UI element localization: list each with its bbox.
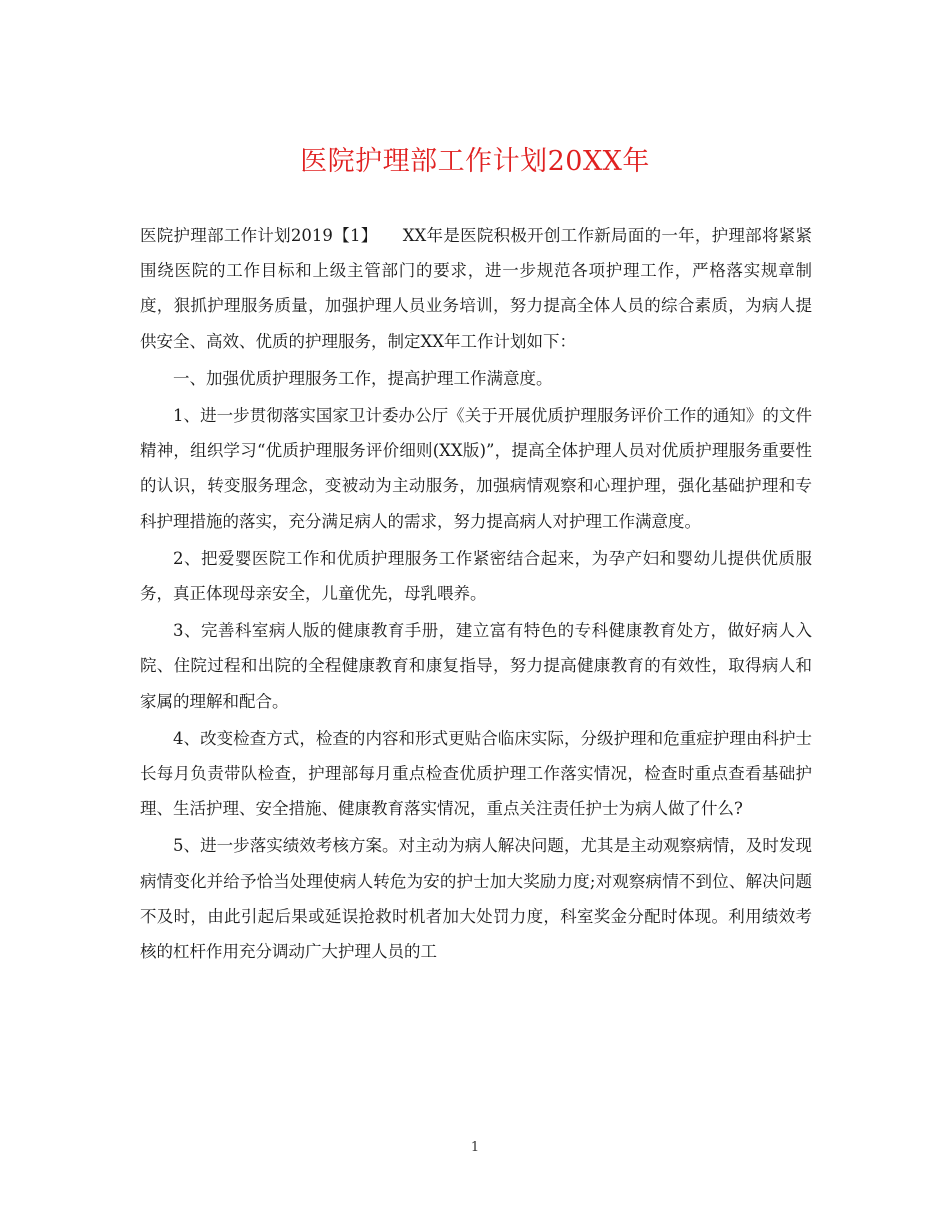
list-item: 2、把爱婴医院工作和优质护理服务工作紧密结合起来，为孕产妇和婴幼儿提供优质服务，真正体现母亲安全，儿童优先，母乳喂养。 [140, 548, 812, 604]
intro-paragraph: 医院护理部工作计划2019【1】 XX年是医院积极开创工作新局面的一年，护理部将紧紧围绕医院的工作目标和上级主管部门的要求，进一步规范各项护理工作，严格落实规章制度，狠抓护理服务质量，加强护理人员业务培训，努力提高全体人员的综合素质，为病人提供安全、高效、优质的护理服务，制定XX年工作计划如下： [140, 226, 812, 351]
section-heading: 一、加强优质护理服务工作，提高护理工作满意度。 [173, 368, 553, 388]
list-item: 1、进一步贯彻落实国家卫计委办公厅《关于开展优质护理服务评价工作的通知》的文件精神，组织学习“优质护理服务评价细则(XX版)”，提高全体护理人员对优质护理服务重要性的认识，转变服务理念，变被动为主动服务，加强病情观察和心理护理，强化基础护理和专科护理措施的落实，充分满足病人的需求，努力提高病人对护理工作满意度。 [140, 406, 812, 531]
page-number: 1 [470, 1140, 480, 1155]
list-item: 4、改变检查方式，检查的内容和形式更贴合临床实际，分级护理和危重症护理由科护士长每月负责带队检查，护理部每月重点检查优质护理工作落实情况，检查时重点查看基础护理、生活护理、安全措施、健康教育落实情况，重点关注责任护士为病人做了什么? [140, 728, 812, 819]
list-item: 3、完善科室病人版的健康教育手册，建立富有特色的专科健康教育处方，做好病人入院、住院过程和出院的全程健康教育和康复指导，努力提高健康教育的有效性，取得病人和家属的理解和配合。 [140, 621, 812, 711]
document-body [140, 218, 812, 969]
document-title: 医院护理部工作计划20XX年 [300, 146, 650, 177]
list-item: 5、进一步落实绩效考核方案。对主动为病人解决问题，尤其是主动观察病情，及时发现病情变化并给予恰当处理使病人转危为安的护士加大奖励力度;对观察病情不到位、解决问题不及时，由此引起后果或延误抢救时机者加大处罚力度，科室奖金分配时体现。利用绩效考核的杠杆作用充分调动广大护理人员的工 [140, 836, 812, 962]
